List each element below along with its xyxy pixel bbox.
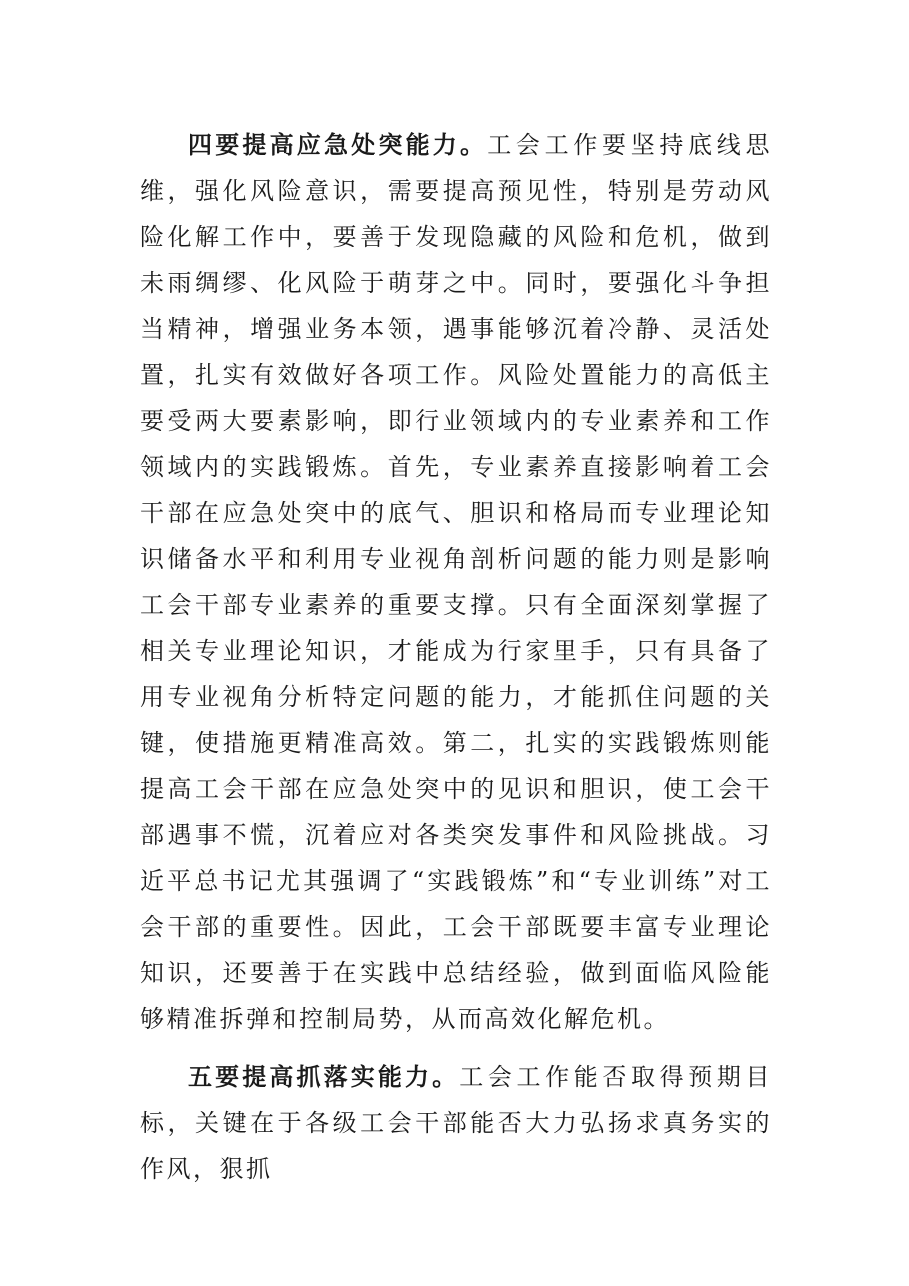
paragraph-text: 工会工作能否取得预期目标，关键在于各级工会干部能否大力弘扬求真务实的作风，狠抓: [140, 1063, 772, 1183]
paragraph-emergency-response: [140, 122, 772, 1042]
document-body: [140, 122, 772, 1192]
paragraph-implementation: [140, 1054, 772, 1192]
paragraph-heading: 四要提高应急处突能力。: [188, 131, 488, 159]
paragraph-text: 工会工作要坚持底线思维，强化风险意识，需要提高预见性，特别是劳动风险化解工作中，要善于发现隐藏的风险和危机，做到未雨绸缪、化风险于萌芽之中。同时，要强化斗争担当精神，增强业务本领，遇事能够沉着冷静、灵活处置，扎实有效做好各项工作。风险处置能力的高低主要受两大要素影响，即行业领域内的专业素养和工作领域内的实践锻炼。首先，专业素养直接影响着工会干部在应急处突中的底气、胆识和格局而专业理论知识储备水平和利用专业视角剖析问题的能力则是影响工会干部专业素养的重要支撑。只有全面深刻掌握了相关专业理论知识，才能成为行家里手，只有具备了用专业视角分析特定问题的能力，才能抓住问题的关键，使措施更精准高效。第二，扎实的实践锻炼则能提高工会干部在应急处突中的见识和胆识，使工会干部遇事不慌，沉着应对各类突发事件和风险挑战。习近平总书记尤其强调了“实践锻炼”和“专业训练”对工会干部的重要性。因此，工会干部既要丰富专业理论知识，还要善于在实践中总结经验，做到面临风险能够精准拆弹和控制局势，从而高效化解危机。: [140, 131, 773, 1033]
paragraph-heading: 五要提高抓落实能力。: [188, 1063, 460, 1091]
